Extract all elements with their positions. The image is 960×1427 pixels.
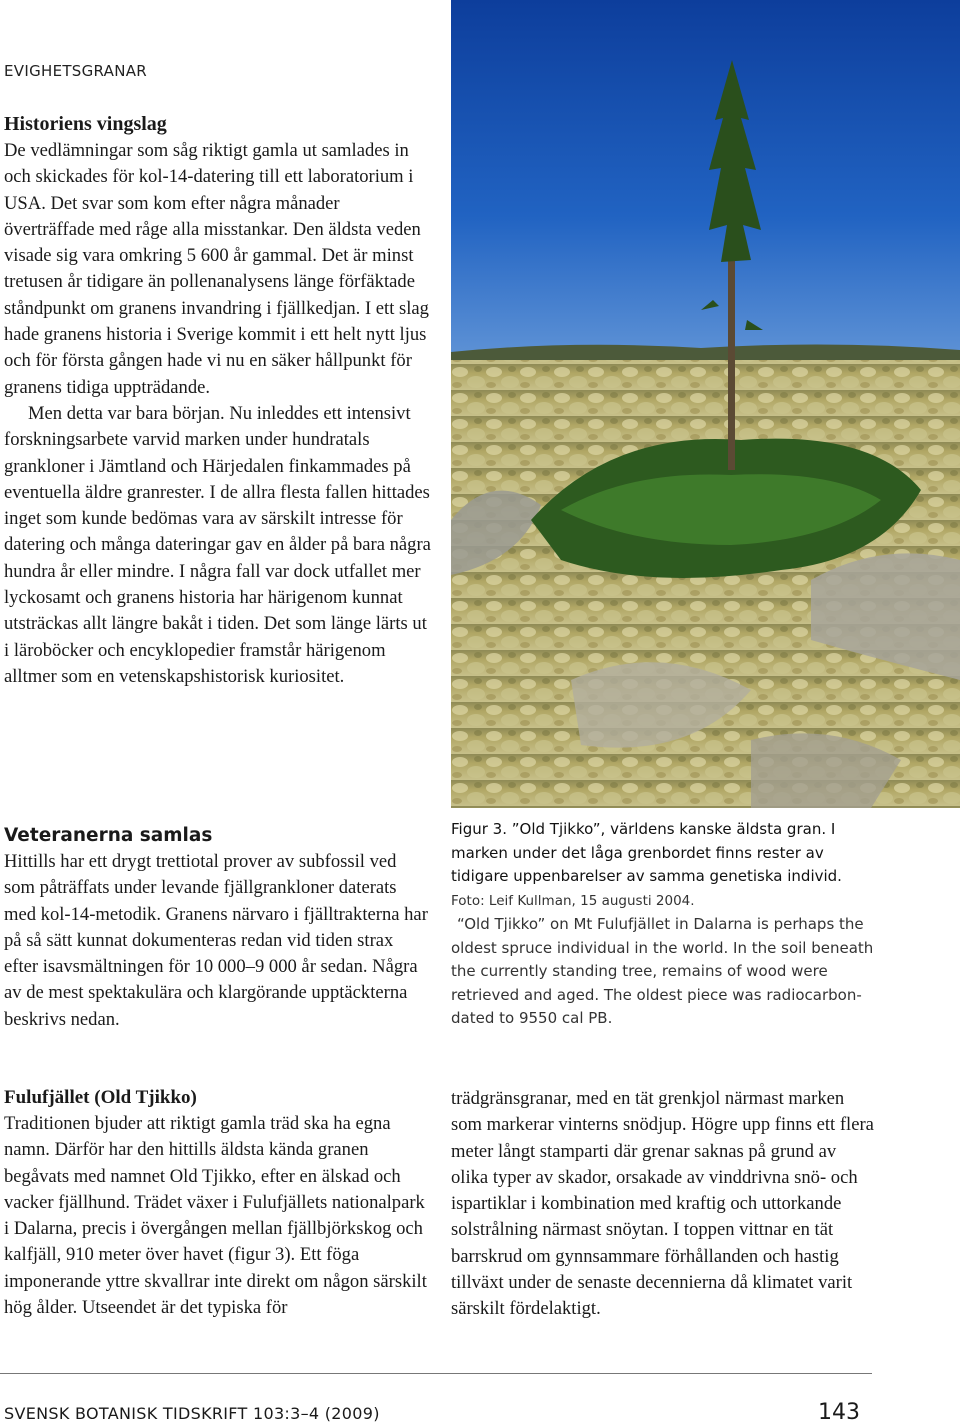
- section-historiens-vingslag: [4, 111, 432, 690]
- footer-rule: [0, 1373, 872, 1374]
- paragraph: De vedlämningar som såg riktigt gamla ut samlades in och skickades för kol-14-datering till ett laboratorium i USA. Det svar som kom efter några månader överträffade med råge alla misstankar. Den äldsta veden visade sig vara omkring 5 600 år gammal. Det är minst tretusen år tidigare än pollenanalysens länge förfäktade ståndpunkt om granens invandring i fjällkedjan. I ett slag hade granens historia i Sverige kommit i ett helt nytt ljus och för första gången hade vi nu en säker hållpunkt för granens tidiga uppträdande.: [4, 140, 429, 398]
- body-text: [4, 138, 432, 690]
- body-text: Hittills har ett drygt trettiotal prover av subfossil ved som påträffats under levande fjällgrankloner daterats med kol-14-metodik. Granens närvaro i fjälltrakterna har på så sätt kunnat dokumenteras redan vid tiden strax efter isavsmältningen för 10 000–9 000 år sedan. Några av de mest spektakulära och klargörande upptäckterna beskrivs nedan.: [4, 851, 428, 1030]
- page-number: 143: [818, 1400, 860, 1425]
- running-head: EVIGHETSGRANAR: [4, 62, 148, 80]
- body-text: trädgränsgranar, med en tät grenkjol närmast marken som markerar vinterns snödjup. Högre upp finns ett flera meter långt stamparti där grenar saknas på grund av olika typer av skador, orsakade av vinddrivna snö- och ispartiklar i kombination med kraftig och uttorkande solstrålning närmast snöytan. I toppen vittnar en tät barrskrud om gynnsammare förhållanden och hastig tillväxt under de senaste decennierna då klimatet varit särskilt fördelaktigt.: [451, 1088, 874, 1320]
- section-heading: Historiens vingslag: [4, 113, 167, 135]
- paragraph: Men detta var bara början. Nu inleddes ett intensivt forskningsarbete varvid marken under hundratals grankloner i Jämtland och Härjedalen finkammades på eventuella äldre granrester. I de allra flesta fallen hittades inget som kunde bedömas vara av särskilt intresse för datering och många dateringar gav en ålder på bara några hundra år eller mindre. I några fall var dock utfallet mer lyckosamt och granens historia har härigenom kunnat utsträckas allt längre bakåt i tiden. Det som länge lärts ut i läroböcker och encyklopedier framstår härigenom alltmer som en vetenskapshistorisk kuriositet.: [4, 402, 431, 687]
- caption-english: “Old Tjikko” on Mt Fulufjället in Dalarna is perhaps the oldest spruce individual in the world. In the soil beneath the currently standing tree, remains of wood were retrieved and aged. The oldest piece was radiocarbon-dated to 9550 cal PB.: [451, 915, 874, 1027]
- caption-title: Figur 3. ”Old Tjikko”, världens kanske äldsta gran.: [451, 820, 827, 838]
- section-fulufjallet-continued: [451, 1086, 876, 1323]
- caption-description: I marken under det låga grenbordet finns rester av tidigare uppenbarelser av samma genetiska individ.: [451, 820, 842, 885]
- section-fulufjallet: [4, 1085, 432, 1321]
- section-heading: Veteranerna samlas: [4, 825, 213, 846]
- section-veteranerna-samlas: [4, 822, 432, 1033]
- journal-citation: SVENSK BOTANISK TIDSKRIFT 103:3–4 (2009): [4, 1404, 380, 1423]
- figure-caption: [451, 818, 881, 1031]
- caption-text: [451, 818, 881, 1031]
- photo-credit: Foto: Leif Kullman, 15 augusti 2004.: [451, 892, 695, 909]
- spruce-tree-photo: [451, 0, 960, 808]
- figure-photo-old-tjikko: [451, 0, 960, 808]
- body-text: Traditionen bjuder att riktigt gamla träd ska ha egna namn. Därför har den hittills äldsta kända granen begåvats med namnet Old Tjikko, efter en älskad och vacker fjällhund. Trädet växer i Fulufjällets nationalpark i Dalarna, precis i övergången mellan fjällbjörkskog och kalfjäll, 910 meter över havet (figur 3). Ett föga imponerande yttre skvallrar inte direkt om någon särskilt hög ålder. Utseendet är det typiska för: [4, 1113, 427, 1319]
- subsection-heading: Fulufjället (Old Tjikko): [4, 1087, 197, 1108]
